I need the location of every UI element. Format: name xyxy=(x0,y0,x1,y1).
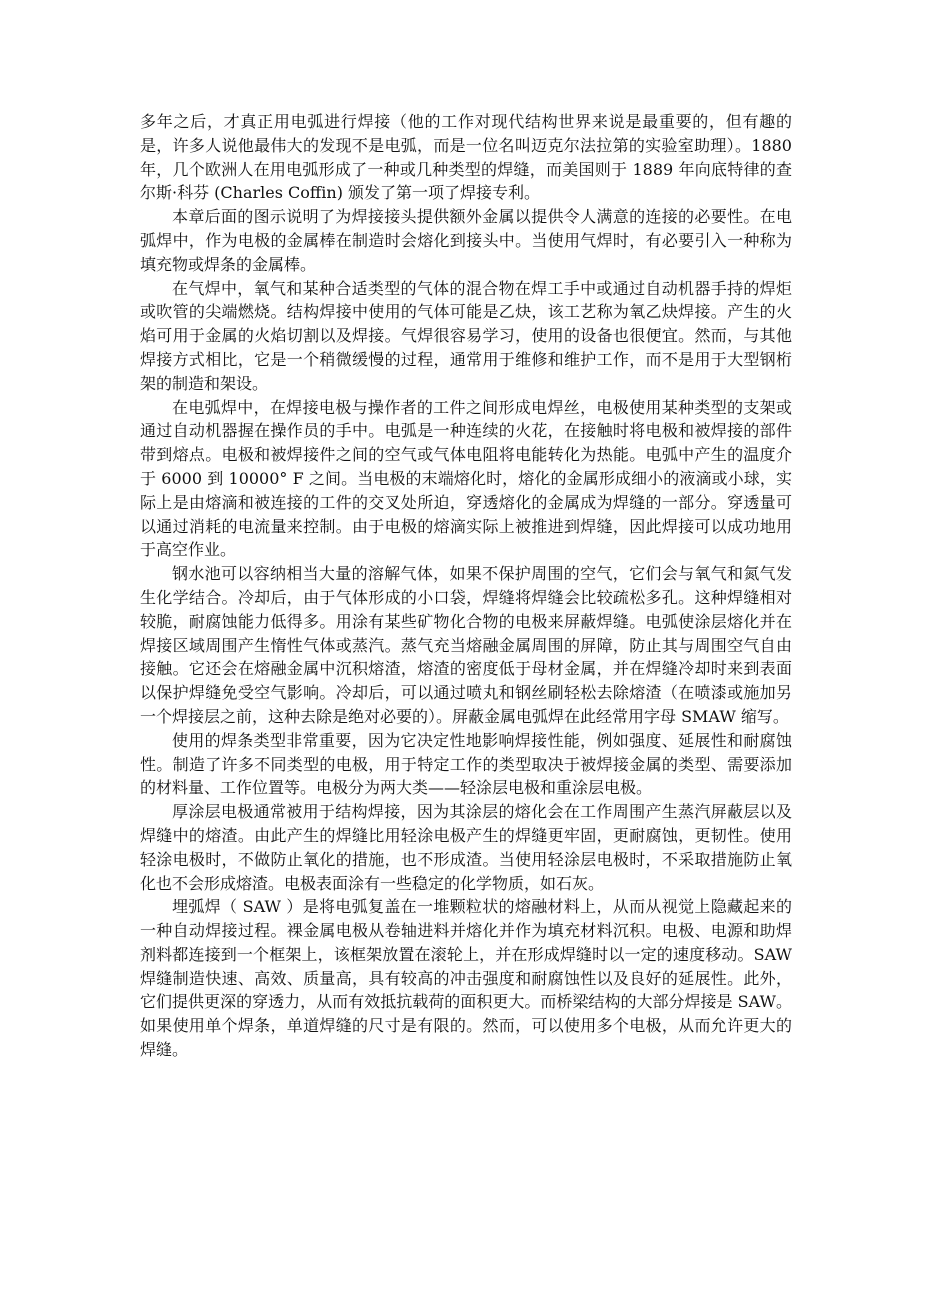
paragraph-heavy-coated: 厚涂层电极通常被用于结构焊接，因为其涂层的熔化会在工作周围产生蒸汽屏蔽层以及焊缝中的熔渣。由此产生的焊缝比用轻涂电极产生的焊缝更牢固，更耐腐蚀，更韧性。使用轻涂电极时，不做防止氧化的措施，也不形成渣。当使用轻涂层电极时，不采取措施防止氧化也不会形成熔渣。电极表面涂有一些稳定的化学物质，如石灰。 xyxy=(140,802,792,893)
paragraph-gas-welding: 在气焊中，氧气和某种合适类型的气体的混合物在焊工手中或通过自动机器手持的焊炬或吹管的尖端燃烧。结构焊接中使用的气体可能是乙炔，该工艺称为氧乙炔焊接。产生的火焰可用于金属的火焰切割以及焊接。气焊很容易学习，使用的设备也很便宜。然而，与其他焊接方式相比，它是一个稍微缓慢的过程，通常用于维修和维护工作，而不是用于大型钢桁架的制造和架设。 xyxy=(140,278,792,393)
paragraph-shielding: 钢水池可以容纳相当大量的溶解气体，如果不保护周围的空气，它们会与氧气和氮气发生化学结合。冷却后，由于气体形成的小口袋，焊缝将焊缝会比较疏松多孔。这种焊缝相对较脆，耐腐蚀能力低得多。用涂有某些矿物化合物的电极来屏蔽焊缝。电弧使涂层熔化并在焊接区域周围产生惰性气体或蒸汽。蒸气充当熔融金属周围的屏障，防止其与周围空气自由接触。它还会在熔融金属中沉积熔渣，熔渣的密度低于母材金属，并在焊缝冷却时来到表面以保护焊缝免受空气影响。冷却后，可以通过喷丸和钢丝刷轻松去除熔渣（在喷漆或施加另一个焊接层之前，这种去除是绝对必要的）。屏蔽金属电弧焊在此经常用字母 SMAW 缩写。 xyxy=(140,564,792,726)
paragraph-history: 多年之后，才真正用电弧进行焊接（他的工作对现代结构世界来说是最重要的，但有趣的是，许多人说他最伟大的发现不是电弧，而是一位名叫迈克尔法拉第的实验室助理）。1880 年，几个欧洲人在用电弧形成了一种或几种类型的焊缝，而美国则于 1889 年向底特律的查尔斯·科芬 (Charles Coffin) 颁发了第一项了焊接专利。 xyxy=(140,112,792,203)
paragraph-filler-metal: 本章后面的图示说明了为焊接接头提供额外金属以提供令人满意的连接的必要性。在电弧焊中，作为电极的金属棒在制造时会熔化到接头中。当使用气焊时，有必要引入一种称为填充物或焊条的金属棒。 xyxy=(140,207,792,274)
document-body xyxy=(140,110,792,1062)
paragraph-submerged-arc: 埋弧焊（ SAW ）是将电弧复盖在一堆颗粒状的熔融材料上，从而从视觉上隐藏起来的一种自动焊接过程。裸金属电极从卷轴进料并熔化并作为填充材料沉积。电极、电源和助焊剂料都连接到一个框架上，该框架放置在滚轮上，并在形成焊缝时以一定的速度移动。SAW 焊缝制造快速、高效、质量高，具有较高的冲击强度和耐腐蚀性以及良好的延展性。此外，它们提供更深的穿透力，从而有效抵抗载荷的面积更大。而桥梁结构的大部分焊接是 SAW。如果使用单个焊条，单道焊缝的尺寸是有限的。然而，可以使用多个电极，从而允许更大的焊缝。 xyxy=(140,897,792,1060)
paragraph-electrode-types: 使用的焊条类型非常重要，因为它决定性地影响焊接性能，例如强度、延展性和耐腐蚀性。制造了许多不同类型的电极，用于特定工作的类型取决于被焊接金属的类型、需要添加的材料量、工作位置等。电极分为两大类——轻涂层电极和重涂层电极。 xyxy=(140,730,792,798)
paragraph-arc-welding: 在电弧焊中，在焊接电极与操作者的工件之间形成电焊丝，电极使用某种类型的支架或通过自动机器握在操作员的手中。电弧是一种连续的火花，在接触时将电极和被焊接的部件带到熔点。电极和被焊接件之间的空气或气体电阻将电能转化为热能。电弧中产生的温度介于 6000 到 10000° F 之间。当电极的末端熔化时，熔化的金属形成细小的液滴或小球，实际上是由熔滴和被连接的工件的交叉处所迫，穿透熔化的金属成为焊缝的一部分。穿透量可以通过消耗的电流量来控制。由于电极的熔滴实际上被推进到焊缝，因此焊接可以成功地用于高空作业。 xyxy=(140,397,792,560)
